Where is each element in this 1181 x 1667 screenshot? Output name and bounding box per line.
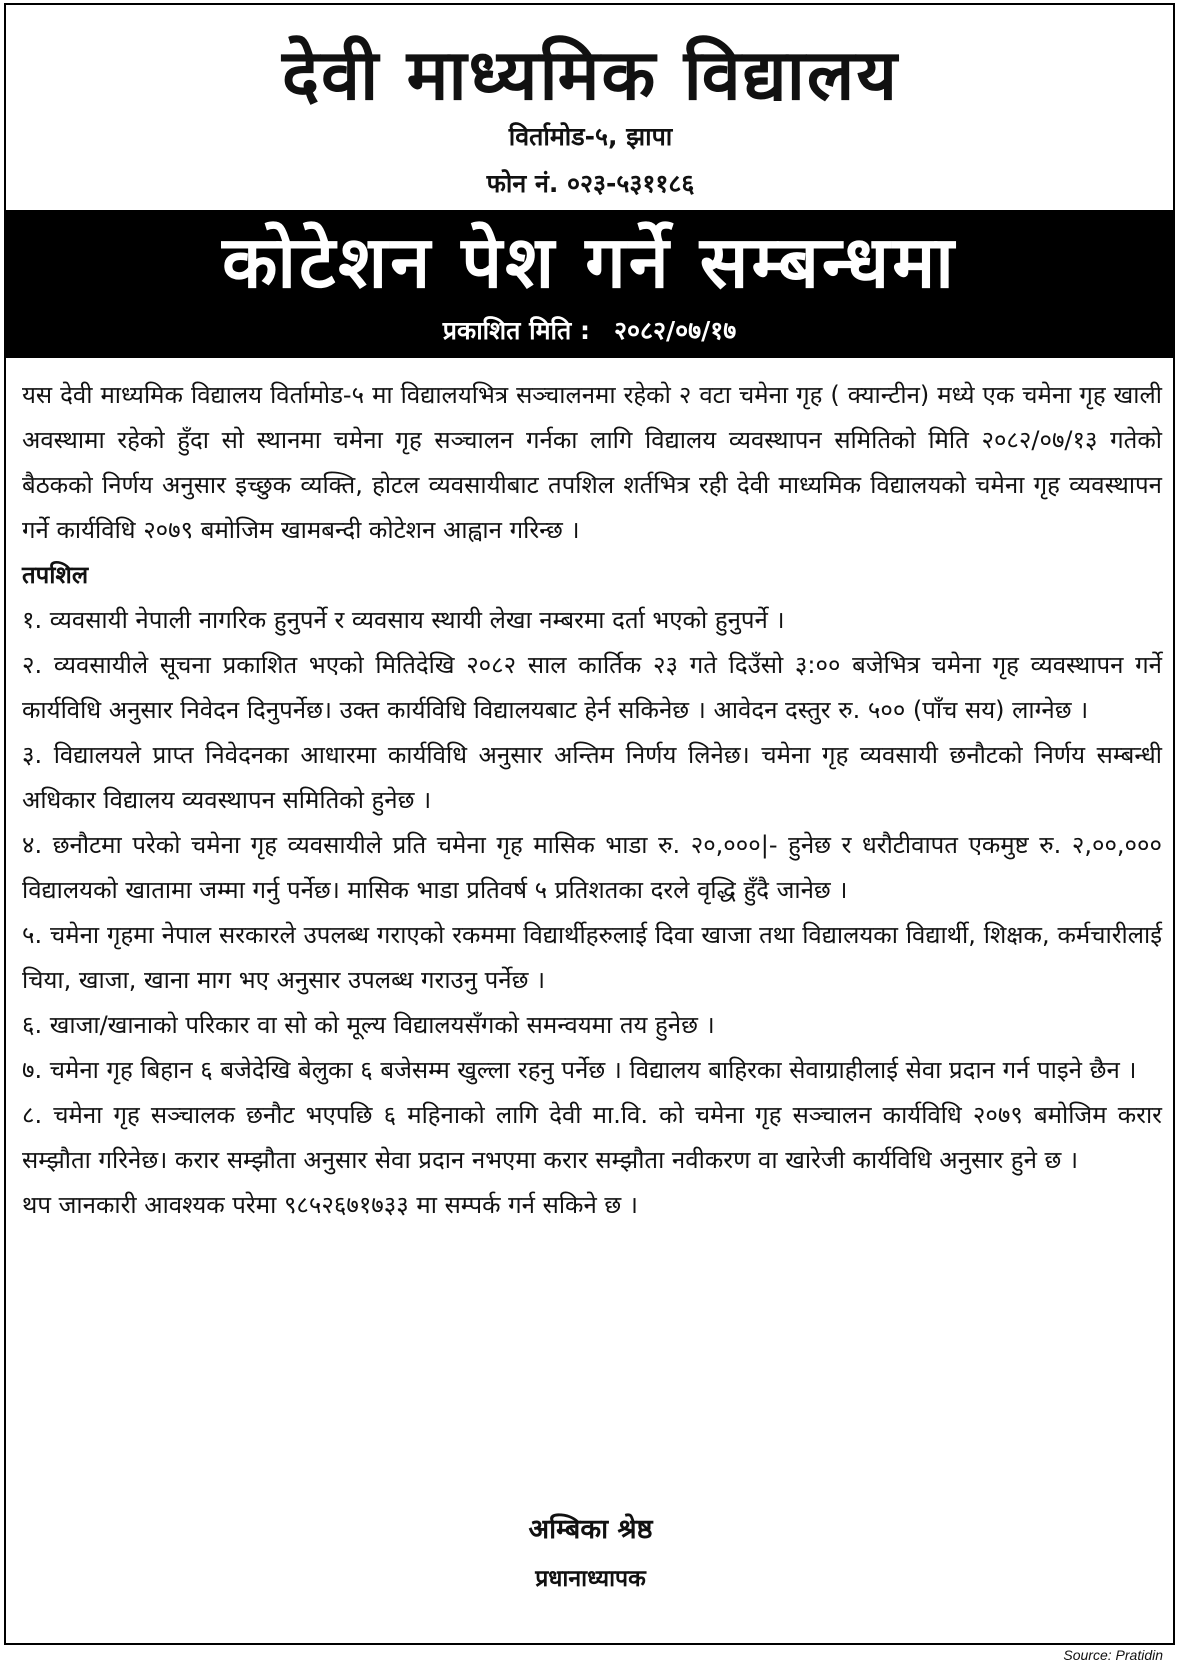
condition-item-4: ४. छनौटमा परेको चमेना गृह व्यवसायीले प्रति चमेना गृह मासिक भाडा रु. २०,०००|- हुनेछ र धरौटीवापत एकमुष्ट रु. २,००,००० विद्यालयको खातामा जम्मा गर्नु पर्नेछ। मासिक भाडा प्रतिवर्ष ५ प्रतिशतका दरले वृद्धि हुँदै जानेछ । [22, 831, 1162, 904]
condition-item-2: २. व्यवसायीले सूचना प्रकाशित भएको मितिदेखि २०८२ साल कार्तिक २३ गते दिउँसो ३:०० बजेभित्र चमेना गृह व्यवस्थापन गर्ने कार्यविधि अनुसार निवेदन दिनुपर्नेछ। उक्त कार्यविधि विद्यालयबाट हेर्न सकिनेछ । आवेदन दस्तुर रु. ५०० (पाँच सय) लाग्नेछ । [22, 651, 1162, 724]
signatory-designation: प्रधानाध्यापक [535, 1566, 646, 1592]
condition-item-6: ६. खाजा/खानाको परिकार वा सो को मूल्य विद्यालयसँगको समन्वयमा तय हुनेछ । [22, 1011, 715, 1039]
publish-date [4, 314, 1175, 348]
details-heading: तपशिल [22, 561, 89, 589]
notice-body [22, 373, 1162, 1228]
school-address: विर्तामोड-५, झापा [508, 122, 673, 151]
source-credit: Source: Pratidin [1063, 1647, 1163, 1663]
notice-title: कोटेशन पेश गर्ने सम्बन्धमा [222, 220, 957, 304]
condition-item-1: १. व्यवसायी नेपाली नागरिक हुनुपर्ने र व्यवसाय स्थायी लेखा नम्बरमा दर्ता भएको हुनुपर्ने । [22, 606, 785, 634]
condition-item-3: ३. विद्यालयले प्राप्त निवेदनका आधारमा कार्यविधि अनुसार अन्तिम निर्णय लिनेछ। चमेना गृह व्यवसायी छनौटको निर्णय सम्बन्धी अधिकार विद्यालय व्यवस्थापन समितिको हुनेछ । [22, 741, 1162, 814]
notice-banner [4, 210, 1175, 358]
school-name: देवी माध्यमिक विद्यालय [282, 34, 899, 116]
condition-item-5: ५. चमेना गृहमा नेपाल सरकारले उपलब्ध गराएको रकममा विद्यार्थीहरुलाई दिवा खाजा तथा विद्यालयका विद्यार्थी, शिक्षक, कर्मचारीलाई चिया, खाजा, खाना माग भए अनुसार उपलब्ध गराउनु पर्नेछ । [22, 921, 1162, 994]
publish-date-value: २०८२/०७/१७ [613, 316, 737, 345]
school-phone: फोन नं. ०२३-५३११८६ [486, 169, 695, 198]
condition-item-8: ८. चमेना गृह सञ्चालक छनौट भएपछि ६ महिनाको लागि देवी मा.वि. को चमेना गृह सञ्चालन कार्यविधि २०७९ बमोजिम करार सम्झौता गरिनेछ। करार सम्झौता अनुसार सेवा प्रदान नभएमा करार सम्झौता नवीकरण वा खारेजी कार्यविधि अनुसार हुने छ । [22, 1101, 1162, 1174]
intro-paragraph: यस देवी माध्यमिक विद्यालय विर्तामोड-५ मा विद्यालयभित्र सञ्चालनमा रहेको २ वटा चमेना गृह ( क्यान्टीन) मध्ये एक चमेना गृह खाली अवस्थामा रहेको हुँदा सो स्थानमा चमेना गृह सञ्चालन गर्नका लागि विद्यालय व्यवस्थापन समितिको मिति २०८२/०७/१३ गतेको बैठकको निर्णय अनुसार इच्छुक व्यक्ति, होटल व्यवसायीबाट तपशिल शर्तभित्र रही देवी माध्यमिक विद्यालयको चमेना गृह व्यवस्थापन गर्ने कार्यविधि २०७९ बमोजिम खामबन्दी कोटेशन आह्वान गरिन्छ । [22, 381, 1162, 544]
condition-item-7: ७. चमेना गृह बिहान ६ बजेदेखि बेलुका ६ बजेसम्म खुल्ला रहनु पर्नेछ । विद्यालय बाहिरका सेवाग्राहीलाई सेवा प्रदान गर्न पाइने छैन । [22, 1056, 1137, 1084]
contact-line: थप जानकारी आवश्यक परेमा ९८५२६७१७३३ मा सम्पर्क गर्न सकिने छ । [22, 1191, 638, 1219]
signatory-name: अम्बिका श्रेष्ठ [528, 1514, 653, 1545]
publish-date-label: प्रकाशित मिति : [442, 316, 590, 345]
